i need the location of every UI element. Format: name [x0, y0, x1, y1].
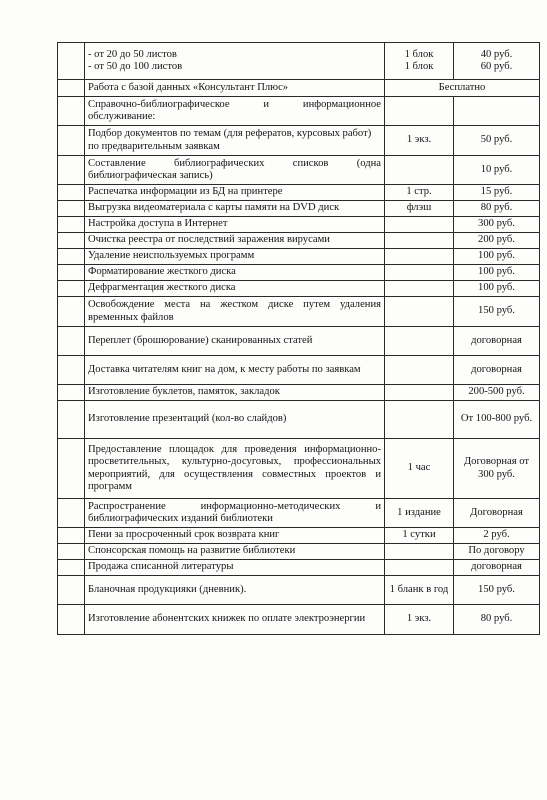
service-name-cell: Настройка доступа в Интернет	[85, 217, 385, 233]
row-number-cell	[58, 605, 85, 635]
price-cell	[454, 97, 540, 126]
unit-cell	[385, 233, 454, 249]
unit-cell: 1 час	[385, 439, 454, 499]
table-row	[58, 605, 540, 635]
service-name-cell: Очистка реестра от последствий заражения вирусами	[85, 233, 385, 249]
price-cell: 80 руб.	[454, 201, 540, 217]
service-name-cell: Спонсорская помощь на развитие библиотеки	[85, 544, 385, 560]
service-name-cell: Распространение информационно-методических и библиографических изданий библиотеки	[85, 499, 385, 528]
row-number-cell	[58, 281, 85, 297]
price-cell: 100 руб.	[454, 249, 540, 265]
table-row	[58, 97, 540, 126]
table-row	[58, 80, 540, 97]
price-cell: 200 руб.	[454, 233, 540, 249]
table-row	[58, 156, 540, 185]
row-number-cell	[58, 439, 85, 499]
unit-cell: 1 стр.	[385, 185, 454, 201]
unit-cell: 1 экз.	[385, 605, 454, 635]
price-cell: 2 руб.	[454, 528, 540, 544]
service-name-cell: Пени за просроченный срок возврата книг	[85, 528, 385, 544]
unit-cell: 1 бланк в год	[385, 576, 454, 605]
table-row	[58, 528, 540, 544]
unit-cell	[385, 249, 454, 265]
price-cell: 40 руб. 60 руб.	[454, 43, 540, 80]
unit-cell	[385, 297, 454, 327]
price-cell: 150 руб.	[454, 576, 540, 605]
price-cell: 10 руб.	[454, 156, 540, 185]
price-cell: 50 руб.	[454, 126, 540, 156]
row-number-cell	[58, 401, 85, 439]
unit-cell	[385, 327, 454, 356]
table-row	[58, 217, 540, 233]
unit-cell: флэш	[385, 201, 454, 217]
row-number-cell	[58, 385, 85, 401]
row-number-cell	[58, 126, 85, 156]
price-cell: 200-500 руб.	[454, 385, 540, 401]
price-cell: Договорная от 300 руб.	[454, 439, 540, 499]
unit-cell	[385, 544, 454, 560]
row-number-cell	[58, 528, 85, 544]
row-number-cell	[58, 499, 85, 528]
row-number-cell	[58, 233, 85, 249]
price-cell: 100 руб.	[454, 281, 540, 297]
row-number-cell	[58, 97, 85, 126]
unit-cell: 1 сутки	[385, 528, 454, 544]
table-row	[58, 43, 540, 80]
service-name-cell: Бланочная продукцияки (дневник).	[85, 576, 385, 605]
service-name-cell: Продажа списанной литературы	[85, 560, 385, 576]
service-name-cell: Изготовление буклетов, памяток, закладок	[85, 385, 385, 401]
unit-cell	[385, 97, 454, 126]
price-cell: Бесплатно	[385, 80, 540, 97]
price-cell: Договорная	[454, 499, 540, 528]
table-row	[58, 297, 540, 327]
unit-cell	[385, 217, 454, 233]
unit-cell: 1 издание	[385, 499, 454, 528]
service-name-cell: Изготовление презентаций (кол-во слайдов)	[85, 401, 385, 439]
service-name-cell: Выгрузка видеоматериала с карты памяти на DVD диск	[85, 201, 385, 217]
unit-cell	[385, 401, 454, 439]
price-cell: От 100-800 руб.	[454, 401, 540, 439]
unit-cell	[385, 156, 454, 185]
row-number-cell	[58, 265, 85, 281]
table-row	[58, 201, 540, 217]
row-number-cell	[58, 43, 85, 80]
table-row	[58, 233, 540, 249]
service-name-cell: Доставка читателям книг на дом, к месту работы по заявкам	[85, 356, 385, 385]
table-row	[58, 401, 540, 439]
unit-cell: 1 экз.	[385, 126, 454, 156]
row-number-cell	[58, 544, 85, 560]
table-row	[58, 249, 540, 265]
row-number-cell	[58, 201, 85, 217]
service-name-cell: Составление библиографических списков (одна библиографическая запись)	[85, 156, 385, 185]
table-row	[58, 185, 540, 201]
table-row	[58, 439, 540, 499]
row-number-cell	[58, 297, 85, 327]
unit-cell	[385, 560, 454, 576]
row-number-cell	[58, 185, 85, 201]
service-name-cell: Удаление неиспользуемых программ	[85, 249, 385, 265]
price-cell: По договору	[454, 544, 540, 560]
row-number-cell	[58, 576, 85, 605]
price-cell: 100 руб.	[454, 265, 540, 281]
service-name-cell: Дефрагментация жесткого диска	[85, 281, 385, 297]
price-cell: 80 руб.	[454, 605, 540, 635]
service-name-cell: - от 20 до 50 листов - от 50 до 100 листов	[85, 43, 385, 80]
table-row	[58, 265, 540, 281]
service-name-cell: Подбор документов по темам (для рефератов, курсовых работ) по предварительным заявкам	[85, 126, 385, 156]
unit-cell	[385, 356, 454, 385]
table-row	[58, 576, 540, 605]
price-cell: договорная	[454, 327, 540, 356]
table-row	[58, 385, 540, 401]
row-number-cell	[58, 80, 85, 97]
table-row	[58, 327, 540, 356]
service-name-cell: Предоставление площадок для проведения информационно-просветительных, культурно-досуговых, профессиональных мероприятий, для осуществления совместных проектов и программ	[85, 439, 385, 499]
price-cell: договорная	[454, 560, 540, 576]
row-number-cell	[58, 217, 85, 233]
row-number-cell	[58, 356, 85, 385]
table-row	[58, 281, 540, 297]
price-cell: 15 руб.	[454, 185, 540, 201]
unit-cell: 1 блок 1 блок	[385, 43, 454, 80]
table-row	[58, 356, 540, 385]
service-name-cell: Переплет (брошюрование) сканированных статей	[85, 327, 385, 356]
service-name-cell: Освобождение места на жестком диске путем удаления временных файлов	[85, 297, 385, 327]
price-list-table	[57, 42, 540, 635]
service-name-cell: Распечатка информации из БД на принтере	[85, 185, 385, 201]
row-number-cell	[58, 156, 85, 185]
service-name-cell: Форматирование жесткого диска	[85, 265, 385, 281]
table-row	[58, 544, 540, 560]
service-name-cell: Справочно-библиографическое и информационное обслуживание:	[85, 97, 385, 126]
price-cell: 150 руб.	[454, 297, 540, 327]
row-number-cell	[58, 327, 85, 356]
service-name-cell: Изготовление абонентских книжек по оплате электроэнергии	[85, 605, 385, 635]
service-name-cell: Работа с базой данных «Консультант Плюс»	[85, 80, 385, 97]
unit-cell	[385, 265, 454, 281]
row-number-cell	[58, 560, 85, 576]
table-row	[58, 126, 540, 156]
table-row	[58, 560, 540, 576]
unit-cell	[385, 281, 454, 297]
unit-cell	[385, 385, 454, 401]
table-row	[58, 499, 540, 528]
price-cell: 300 руб.	[454, 217, 540, 233]
price-cell: договорная	[454, 356, 540, 385]
row-number-cell	[58, 249, 85, 265]
